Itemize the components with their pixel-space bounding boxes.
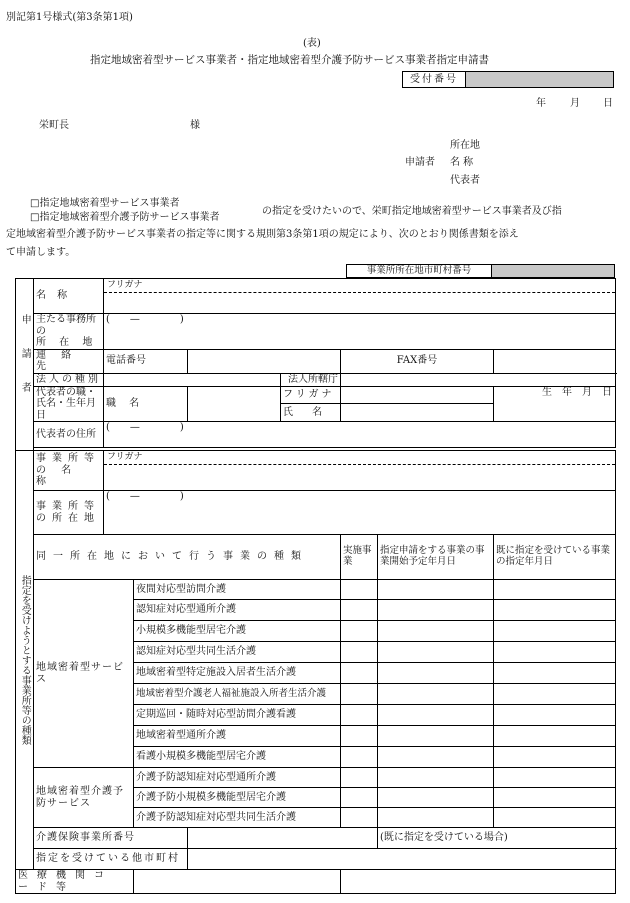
service-start-header: 指定申請をする事業の事業開始予定年月日 (378, 535, 494, 580)
rep-furigana-field[interactable] (341, 386, 494, 404)
insurance-number-note: (既に指定を受けている場合) (378, 828, 616, 849)
applicant-office-field[interactable] (104, 314, 616, 350)
service-existing-cell[interactable] (494, 788, 616, 808)
applicant-name-label: 名 称 (34, 279, 104, 314)
service-kind-header: 同一所在地において行う事業の種類 (34, 535, 341, 580)
medical-code-extra[interactable] (341, 870, 616, 894)
service-impl-cell[interactable] (341, 600, 378, 621)
statement-part-2: 定地域密着型介護予防サービス事業者の指定等に関する規則第3条第1項の規定により、次のとおり関係書類を添え (6, 229, 519, 240)
service-item: 介護予防認知症対応型通所介護 (134, 768, 341, 788)
applicant-office-label (34, 314, 104, 350)
applicant-postal: ( — ) (106, 314, 184, 325)
rep-label-1: 代表者の職・ (36, 386, 96, 398)
office-name-label (34, 451, 104, 491)
service-item: 地域密着型介護老人福祉施設入所者生活介護 (134, 684, 341, 705)
checkbox-preventive-service[interactable]: □指定地域密着型介護予防サービス事業者 (30, 212, 220, 223)
service-impl-cell[interactable] (341, 621, 378, 642)
service-start-cell[interactable] (378, 684, 494, 705)
form-side: (表) (303, 38, 321, 49)
medical-code-field[interactable] (134, 870, 341, 894)
statement-part-1: の指定を受けたいので、栄町指定地域密着型サービス事業者及び指 (262, 206, 562, 217)
phone-label: 電話番号 (104, 349, 188, 373)
statement-part-3: て申請します。 (6, 247, 76, 258)
service-item: 介護予防認知症対応型共同生活介護 (134, 808, 341, 828)
rep-birthdate-field[interactable] (494, 386, 616, 422)
applicant-rep-label: 代表者 (450, 175, 480, 186)
service-impl-cell[interactable] (341, 663, 378, 684)
service-impl-cell[interactable] (341, 684, 378, 705)
receipt-number-field[interactable] (466, 72, 614, 88)
corp-authority-label: 法人所轄庁 (281, 373, 341, 386)
service-existing-cell[interactable] (494, 808, 616, 828)
insurance-number-field[interactable] (188, 828, 378, 849)
service-item: 地域密着型特定施設入居者生活介護 (134, 663, 341, 684)
applicant-block-label: 申請者 (405, 157, 435, 168)
service-start-cell[interactable] (378, 768, 494, 788)
office-address-label (34, 491, 104, 535)
service-start-cell[interactable] (378, 808, 494, 828)
corp-type-label: 法人の種別 (34, 373, 104, 386)
service-impl-cell[interactable] (341, 788, 378, 808)
service-start-cell[interactable] (378, 600, 494, 621)
service-impl-cell[interactable] (341, 642, 378, 663)
other-municipality-field[interactable] (188, 849, 616, 870)
office-address-field[interactable] (104, 491, 616, 535)
service-start-cell[interactable] (378, 726, 494, 747)
service-impl-cell[interactable] (341, 747, 378, 768)
office-postal: ( — ) (106, 491, 184, 502)
service-item: 小規模多機能型居宅介護 (134, 621, 341, 642)
date-year: 年 (536, 98, 546, 109)
office-name-field[interactable] (104, 451, 616, 491)
other-municipality-label: 指定を受けている他市町村 (34, 849, 188, 870)
corp-authority-field[interactable] (341, 373, 616, 386)
applicant-office-label-2: 所 在 地 (36, 337, 98, 348)
form-reference: 別記第1号様式(第3条第1項) (6, 12, 133, 23)
contact-label: 連 絡 先 (34, 349, 104, 373)
rep-postal: ( — ) (106, 422, 184, 433)
corp-type-field[interactable] (104, 373, 281, 386)
rep-name-field[interactable] (341, 404, 494, 422)
office-name-label-2: の 名 称 (36, 464, 78, 488)
addressee-name: 栄町長 (39, 120, 69, 131)
service-impl-cell[interactable] (341, 726, 378, 747)
rep-title-label: 職 名 (104, 386, 188, 422)
service-item: 看護小規模多機能型居宅介護 (134, 747, 341, 768)
date-month: 月 (570, 98, 580, 109)
service-start-cell[interactable] (378, 747, 494, 768)
service-existing-cell[interactable] (494, 580, 616, 600)
applicant-furigana-label: フリガナ (104, 279, 615, 293)
service-start-cell[interactable] (378, 788, 494, 808)
service-item: 認知症対応型通所介護 (134, 600, 341, 621)
receipt-number-box (402, 71, 614, 88)
checkbox-community-service[interactable]: □指定地域密着型サービス事業者 (30, 198, 180, 209)
rep-label (34, 386, 104, 422)
service-item: 定期巡回・随時対応型訪問介護看護 (134, 705, 341, 726)
municipality-code-field[interactable] (492, 265, 615, 278)
service-item: 地域密着型通所介護 (134, 726, 341, 747)
rep-furigana-label: フリガナ (281, 386, 341, 404)
office-name-label-1: 事業所等 (36, 453, 100, 465)
service-start-cell[interactable] (378, 621, 494, 642)
office-address-label-2: の所在地 (36, 512, 100, 524)
service-existing-cell[interactable] (494, 726, 616, 747)
applicant-office-label-1: 主たる事務所の (36, 314, 96, 337)
municipality-code-box (346, 264, 615, 278)
office-furigana-label: フリガナ (104, 451, 615, 465)
form-title: 指定地域密着型サービス事業者・指定地域密着型介護予防サービス事業者指定申請書 (90, 54, 489, 66)
main-form-table (15, 278, 616, 894)
fax-label: FAX番号 (341, 349, 494, 373)
applicant-address-label: 所在地 (450, 140, 480, 151)
rep-address-label: 代表者の住所 (34, 422, 104, 448)
rep-birthdate-label: 生 年 月 日 (542, 386, 613, 398)
service-existing-cell[interactable] (494, 705, 616, 726)
rep-title-field[interactable] (188, 386, 281, 422)
service-existing-cell[interactable] (494, 621, 616, 642)
rep-name-label: 氏 名 (281, 404, 341, 422)
phone-field[interactable] (188, 349, 341, 373)
service-item: 介護予防小規模多機能型居宅介護 (134, 788, 341, 808)
service-impl-cell[interactable] (341, 705, 378, 726)
service-existing-cell[interactable] (494, 642, 616, 663)
service-group-preventive: 地域密着型介護予防サービス (34, 768, 134, 828)
service-impl-cell[interactable] (341, 580, 378, 600)
service-impl-cell[interactable] (341, 808, 378, 828)
service-existing-header: 既に指定を受けている事業の指定年月日 (494, 535, 616, 580)
addressee-honorific: 様 (190, 120, 200, 131)
rep-label-2: 氏名・生年月日 (36, 398, 96, 421)
service-start-cell[interactable] (378, 642, 494, 663)
office-address-label-1: 事業所等 (36, 501, 100, 512)
medical-code-label: 医療機関コード等 (16, 870, 134, 894)
office-section-label: 指定を受けようとする事業所等の種類 (16, 451, 34, 870)
service-existing-cell[interactable] (494, 768, 616, 788)
service-group-community: 地域密着型サービス (34, 580, 134, 768)
service-impl-cell[interactable] (341, 768, 378, 788)
fax-field[interactable] (494, 349, 616, 373)
service-item: 夜間対応型訪問介護 (134, 580, 341, 600)
insurance-number-label: 介護保険事業所番号 (34, 828, 188, 849)
municipality-code-label: 事業所所在地市町村番号 (347, 265, 492, 278)
service-existing-cell[interactable] (494, 747, 616, 768)
service-impl-header: 実施事業 (341, 535, 378, 580)
service-existing-cell[interactable] (494, 684, 616, 705)
applicant-name-label: 名 称 (450, 157, 474, 168)
applicant-name-field[interactable] (104, 279, 616, 314)
service-start-cell[interactable] (378, 580, 494, 600)
service-existing-cell[interactable] (494, 600, 616, 621)
date-day: 日 (603, 98, 613, 109)
rep-address-field[interactable] (104, 422, 616, 448)
receipt-number-label: 受付番号 (403, 72, 466, 88)
service-existing-cell[interactable] (494, 663, 616, 684)
service-item: 認知症対応型共同生活介護 (134, 642, 341, 663)
service-start-cell[interactable] (378, 663, 494, 684)
applicant-section-label: 申請者 (16, 279, 34, 451)
service-start-cell[interactable] (378, 705, 494, 726)
